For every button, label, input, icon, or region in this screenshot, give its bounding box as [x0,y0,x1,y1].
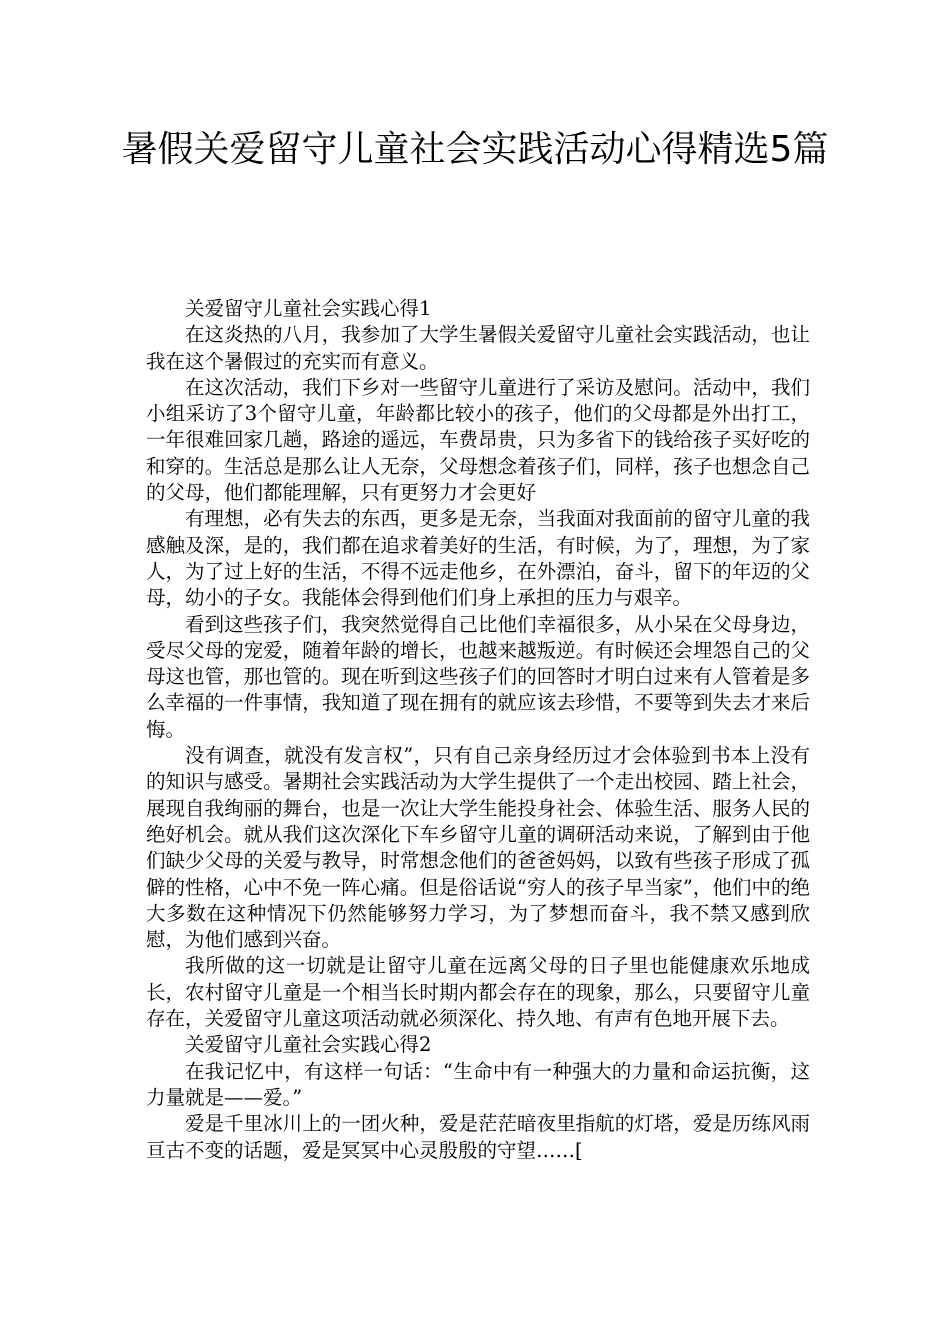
paragraph: 爱是千里冰川上的一团火种，爱是茫茫暗夜里指航的灯塔，爱是历练风雨亘古不变的话题，爱是冥冥中心灵殷殷的守望……[ [146,1112,810,1162]
paragraph: 有理想，必有失去的东西，更多是无奈，当我面对我面前的留守儿童的我感触及深，是的，我们都在追求着美好的生活，有时候，为了，理想，为了家人，为了过上好的生活，不得不远走他乡，在外漂泊，奋斗，留下的年迈的父母，幼小的子女。我能体会得到他们们身上承担的压力与艰辛。 [146,507,810,610]
paragraph: 看到这些孩子们，我突然觉得自己比他们幸福很多，从小呆在父母身边，受尽父母的宠爱，随着年龄的增长，也越来越叛逆。有时候还会埋怨自己的父母这也管，那也管的。现在听到这些孩子们的回答时才明白过来有人管着是多么幸福的一件事情，我知道了现在拥有的就应该去珍惜，不要等到失去才来后悔。 [146,612,810,741]
paragraph: 在我记忆中，有这样一句话：“生命中有一种强大的力量和命运抗衡，这力量就是——爱。” [146,1059,810,1109]
paragraph: 在这炎热的八月，我参加了大学生暑假关爱留守儿童社会实践活动，也让我在这个暑假过的充实而有意义。 [146,323,810,373]
document-title: 暑假关爱留守儿童社会实践活动心得精选5篇 [121,129,829,170]
document-body [146,296,810,1164]
paragraph: 在这次活动，我们下乡对一些留守儿童进行了采访及慰问。活动中，我们小组采访了3个留守儿童，年龄都比较小的孩子，他们的父母都是外出打工，一年很难回家几趟，路途的遥远，车费昂贵，只为多省下的钱给孩子买好吃的和穿的。生活总是那么让人无奈，父母想念着孩子们，同样，孩子也想念自己的父母，他们都能理解，只有更努力才会更好 [146,375,810,505]
paragraph: 没有调查，就没有发言权”，只有自己亲身经历过才会体验到书本上没有的知识与感受。暑期社会实践活动为大学生提供了一个走出校园、踏上社会，展现自我绚丽的舞台，也是一次让大学生能投身社会、体验生活、服务人民的绝好机会。就从我们这次深化下车乡留守儿童的调研活动来说，了解到由于他们缺少父母的关爱与教导，时常想念他们的爸爸妈妈，以致有些孩子形成了孤僻的性格，心中不免一阵心痛。但是俗话说“穷人的孩子早当家”，他们中的绝大多数在这种情况下仍然能够努力学习，为了梦想而奋斗，我不禁又感到欣慰，为他们感到兴奋。 [146,744,810,952]
paragraph: 我所做的这一切就是让留守儿童在远离父母的日子里也能健康欢乐地成长，农村留守儿童是一个相当长时期内都会存在的现象，那么，只要留守儿童存在，关爱留守儿童这项活动就必须深化、持久地、有声有色地开展下去。 [146,954,810,1031]
section-heading-1: 关爱留守儿童社会实践心得1 [185,297,432,320]
section-heading-2: 关爱留守儿童社会实践心得2 [185,1033,432,1057]
